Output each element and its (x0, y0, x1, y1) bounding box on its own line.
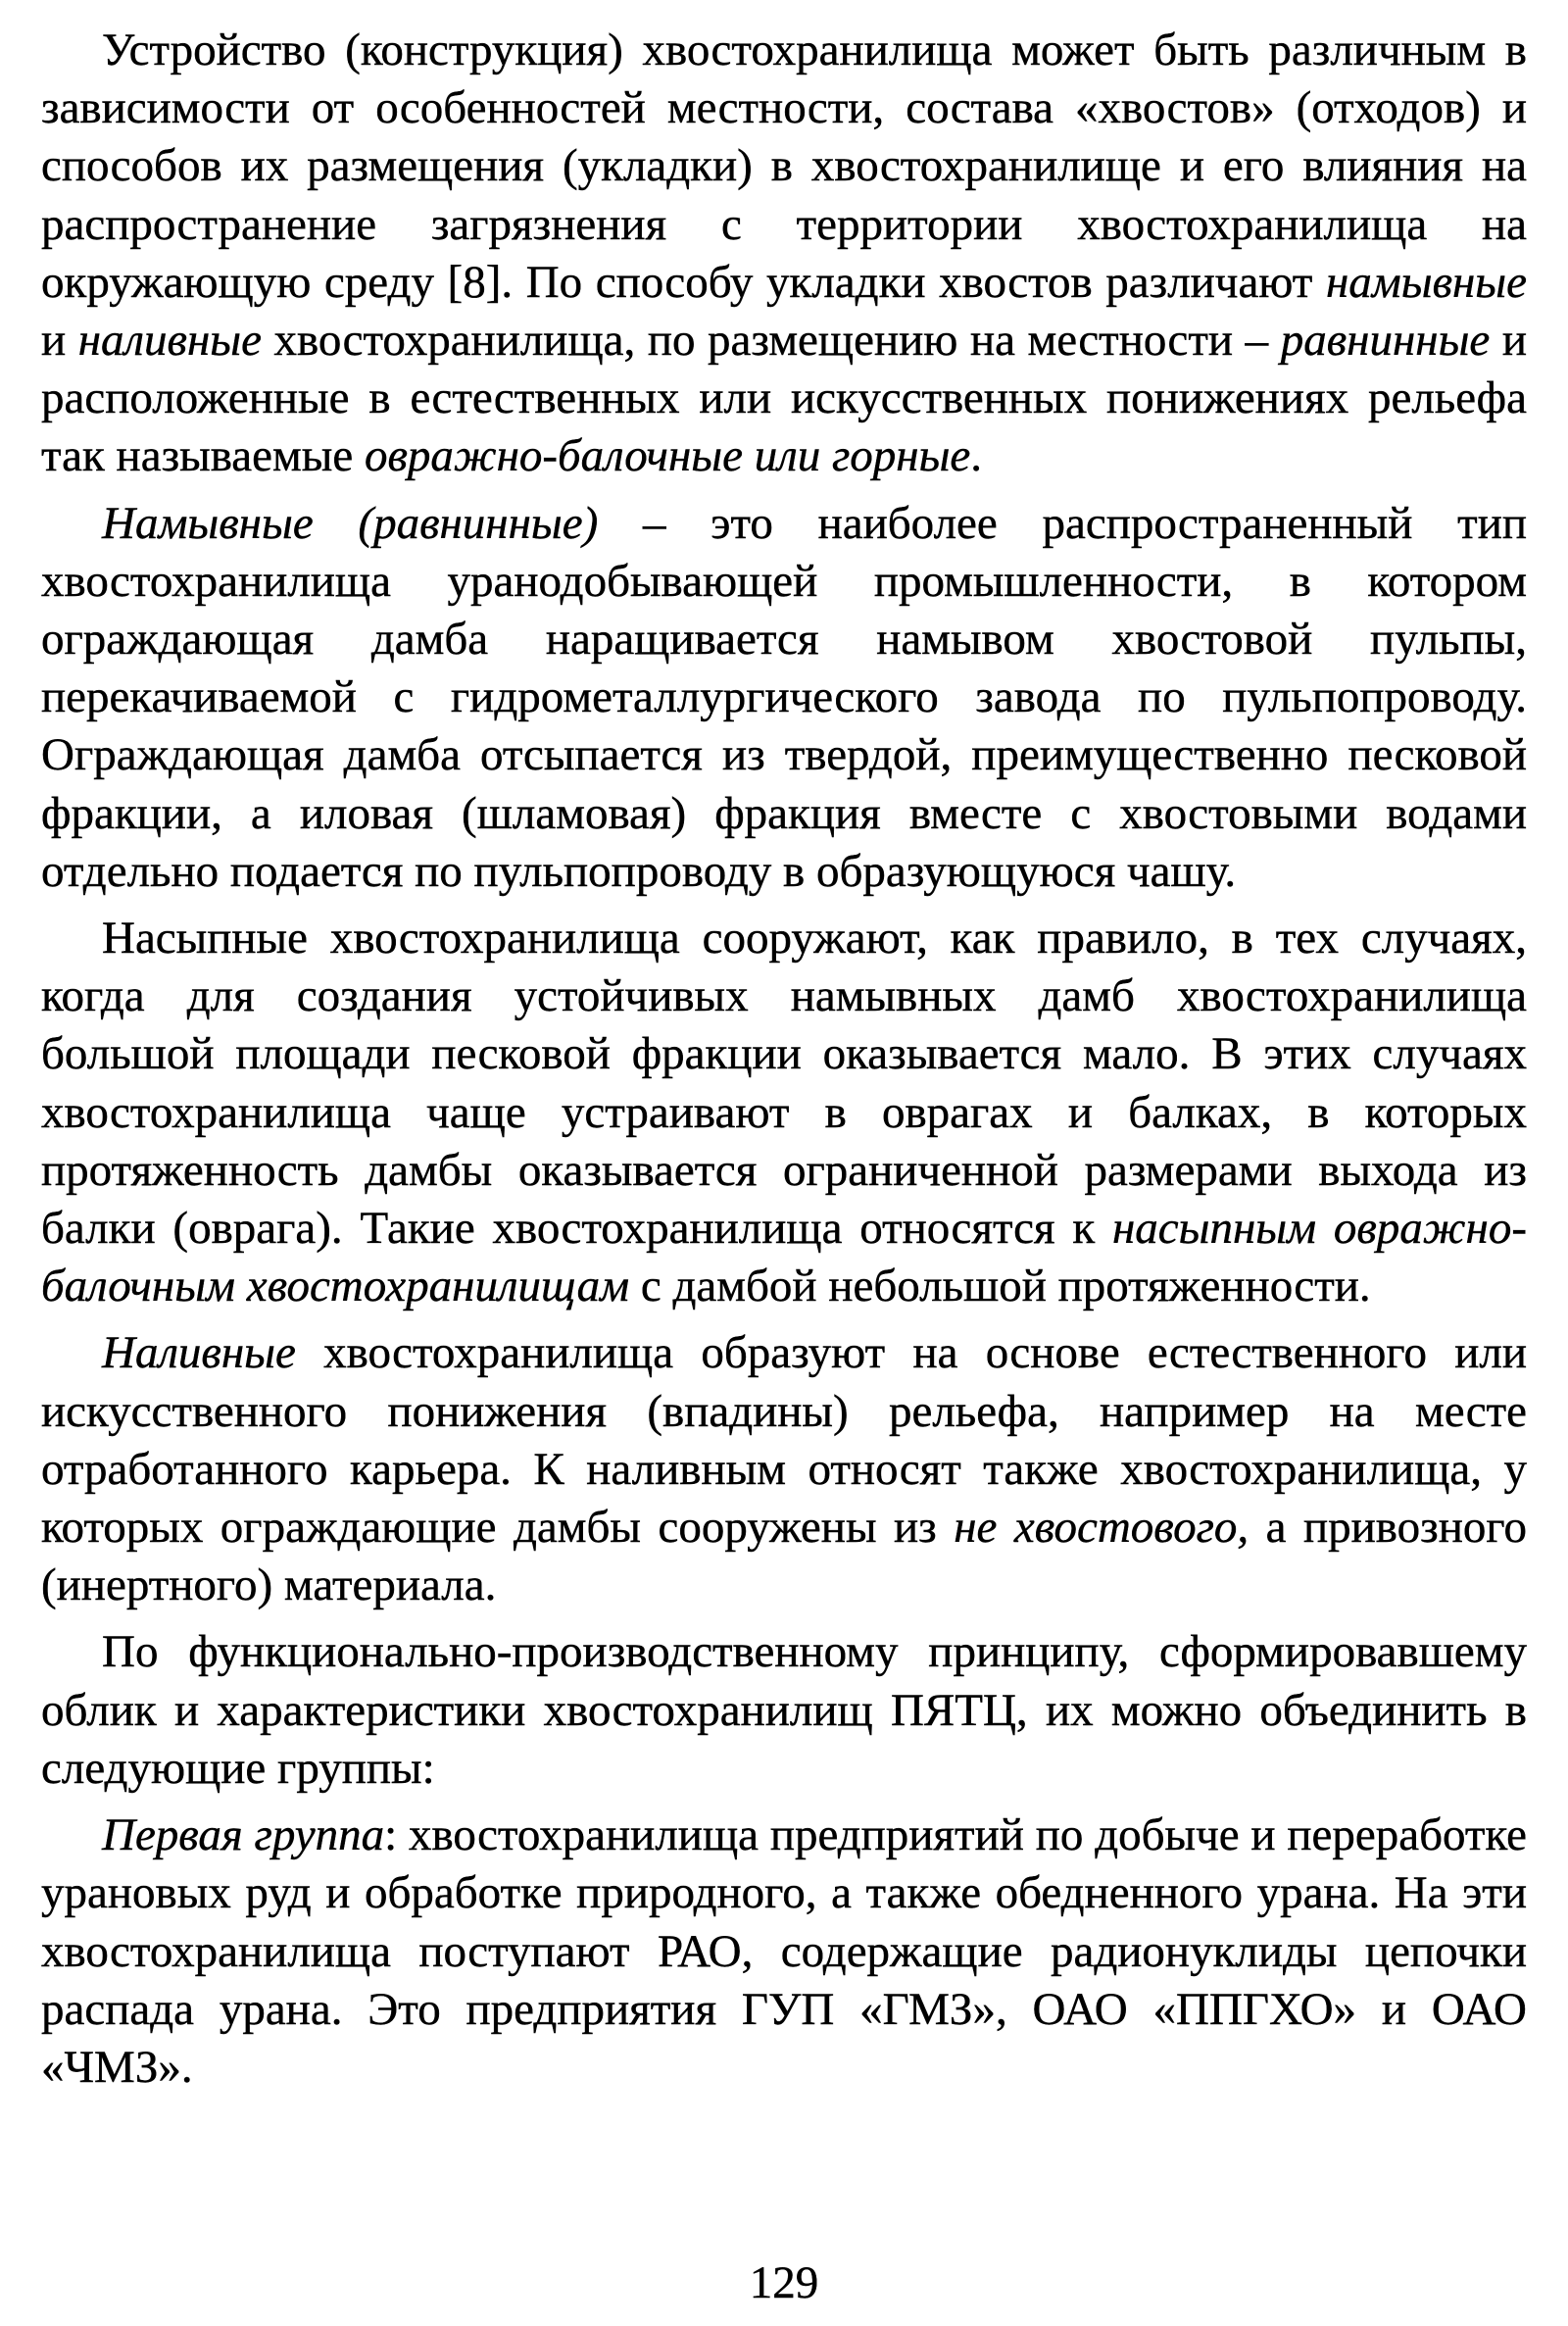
italic-text: наливные (77, 315, 262, 367)
italic-text: насыпным овражно-балочным хвостохранилищам (41, 1203, 1527, 1312)
paragraph (41, 22, 1527, 486)
text-segment: с дамбой небольшой протяженности. (629, 1261, 1371, 1312)
text-segment: По функционально-производственному принципу, сформировавшему облик и характеристики хвостохранилищ ПЯТЦ, их можно объединить в следующие группы: (41, 1626, 1527, 1794)
text-segment: и (41, 315, 78, 367)
text-segment: – это наиболее распространенный тип хвостохранилища уранодобывающей промышленности, в котором ограждающая дамба наращивается намывом хвостовой пульпы, перекачиваемой с гидрометаллургического завода по пульпопроводу. Ограждающая дамба отсыпается из твердой, преимущественно песковой фракции, а иловая (шламовая) фракция вместе с хвостовыми водами отдельно подается по пульпопроводу в образующуюся чашу. (41, 497, 1528, 897)
italic-text: Первая группа (102, 1809, 385, 1861)
paragraph (41, 910, 1527, 1315)
page-number: 129 (749, 2257, 819, 2308)
document-page (41, 22, 1527, 2315)
italic-text: не хвостового, (954, 1502, 1250, 1554)
italic-text: намывные (1325, 256, 1527, 308)
text-segment: Насыпные хвостохранилища сооружают, как правило, в тех случаях, когда для создания устойчивых намывных дамб хвостохранилища большой площади песковой фракции оказывается мало. В этих случаях хвостохранилища чаще устраивают в оврагах и балках, в которых протяженность дамбы оказывается ограниченной размерами выхода из балки (оврага). Такие хвостохранилища относятся к (41, 913, 1527, 1255)
paragraph (41, 1324, 1527, 1614)
text-segment: хвостохранилища, по размещению на местности – (261, 315, 1281, 367)
text-segment: . (970, 430, 983, 482)
text-segment: Устройство (конструкция) хвостохранилища может быть различным в зависимости от особенностей местности, состава «хвостов» (отходов) и способов их размещения (укладки) в хвостохранилище и его влияния на распространение загрязнения с территории хвостохранилища на окружающую среду [8]. По способу укладки хвостов различают (41, 25, 1527, 308)
text-segment: хвостохранилища образуют на основе естественного или искусственного понижения (впадины) рельефа, например на месте отработанного карьера. К наливным относят также хвостохранилища, у которых ограждающие дамбы сооружены из (41, 1327, 1527, 1554)
text-segment: а привозного (инертного) материала. (41, 1502, 1527, 1611)
text-segment: и расположенные в естественных или искусственных понижениях рельефа так называемые (41, 315, 1528, 482)
body-text (41, 22, 1527, 2097)
italic-text: равнинные (1280, 315, 1491, 367)
italic-text: Намывные (равнинные) (102, 497, 599, 549)
text-segment: : хвостохранилища предприятий по добыче и переработке урановых руд и обработке природного, а также обедненного урана. На эти хвостохранилища поступают РАО, содержащие радионуклиды цепочки распада урана. Это предприятия ГУП «ГМЗ», ОАО «ППГХО» и ОАО «ЧМЗ». (41, 1809, 1527, 2093)
paragraph (41, 495, 1527, 901)
italic-text: Наливные (102, 1327, 296, 1379)
paragraph (41, 1806, 1527, 2097)
paragraph (41, 1623, 1527, 1798)
italic-text: овражно-балочные или горные (364, 430, 971, 482)
